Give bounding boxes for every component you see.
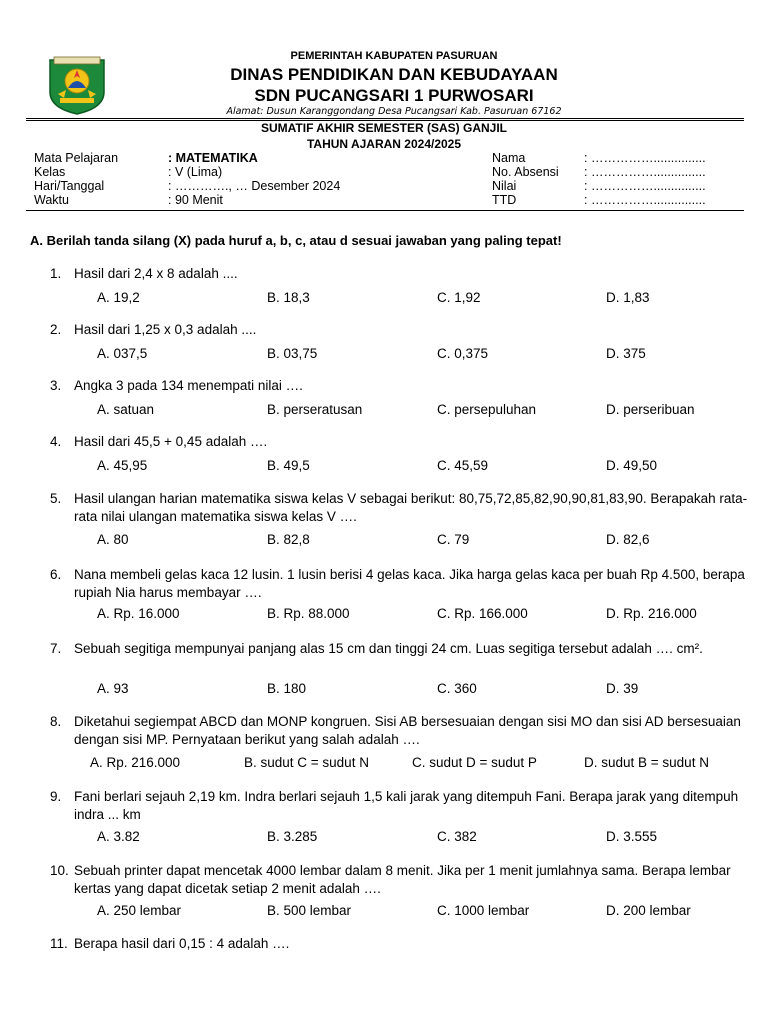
absence-number-label: No. Absensi: [492, 165, 559, 179]
question-2-option-c[interactable]: C. 0,375: [437, 346, 489, 361]
question-2-option-a[interactable]: A. 037,5: [97, 346, 148, 361]
question-number: 6.: [50, 567, 62, 582]
exam-year: TAHUN AJARAN 2024/2025: [306, 137, 462, 151]
question-text: Hasil dari 2,4 x 8 adalah ....: [74, 266, 238, 281]
question-9-option-c[interactable]: C. 382: [437, 829, 477, 844]
question-text: Diketahui segiempat ABCD dan MONP kongruen. Sisi AB bersesuaian dengan sisi MO dan sisi AD bersesuaian dengan sisi MP. Pernyataan berikut yang salah adalah ….: [74, 714, 741, 747]
question-number: 10.: [50, 863, 69, 878]
question-8-option-b[interactable]: B. sudut C = sudut N: [244, 755, 369, 770]
question-5-option-d[interactable]: D. 82,6: [606, 532, 650, 547]
question-9-option-d[interactable]: D. 3.555: [606, 829, 658, 844]
question-5-option-a[interactable]: A. 80: [97, 532, 129, 547]
question-10-option-b[interactable]: B. 500 lembar: [267, 903, 352, 918]
school-name: SDN PUCANGSARI 1 PURWOSARI: [254, 86, 534, 105]
question-10-option-c[interactable]: C. 1000 lembar: [437, 903, 530, 918]
question-5-option-c[interactable]: C. 79: [437, 532, 470, 547]
question-8-option-c[interactable]: C. sudut D = sudut P: [412, 755, 537, 770]
question-text: Hasil dari 45,5 + 0,45 adalah ….: [74, 434, 268, 449]
header-divider: [26, 118, 744, 119]
question-4-option-b[interactable]: B. 49,5: [267, 458, 310, 473]
score-label: Nilai: [492, 179, 517, 193]
question-6-option-b[interactable]: B. Rp. 88.000: [267, 606, 350, 621]
question-7-option-a[interactable]: A. 93: [97, 681, 129, 696]
question-4-option-c[interactable]: C. 45,59: [437, 458, 489, 473]
name-label: Nama: [492, 151, 526, 165]
question-3-option-c[interactable]: C. persepuluhan: [437, 402, 537, 417]
question-10-option-d[interactable]: D. 200 lembar: [606, 903, 691, 918]
question-9-option-a[interactable]: A. 3.82: [97, 829, 140, 844]
absence-number-field[interactable]: : ……………...............: [584, 165, 706, 179]
question-1-option-c[interactable]: C. 1,92: [437, 290, 481, 305]
class-label: Kelas: [34, 165, 66, 179]
subject-label: Mata Pelajaran: [34, 151, 119, 165]
government-name: PEMERINTAH KABUPATEN PASURUAN: [290, 50, 498, 62]
question-2-option-b[interactable]: B. 03,75: [267, 346, 318, 361]
question-text: Hasil ulangan harian matematika siswa kelas V sebagai berikut: 80,75,72,85,82,90,90,81,83,90. Berapakah rata-rata nilai ulangan matematika siswa kelas V ….: [74, 491, 748, 524]
question-text: Berapa hasil dari 0,15 : 4 adalah ….: [74, 936, 290, 951]
question-3-option-d[interactable]: D. perseribuan: [606, 402, 695, 417]
date-value: : …………., … Desember 2024: [168, 179, 341, 193]
question-number: 3.: [50, 378, 62, 393]
question-text: Angka 3 pada 134 menempati nilai ….: [74, 378, 303, 393]
question-10-option-a[interactable]: A. 250 lembar: [97, 903, 182, 918]
question-8-option-d[interactable]: D. sudut B = sudut N: [584, 755, 709, 770]
question-7-option-b[interactable]: B. 180: [267, 681, 307, 696]
question-7-option-d[interactable]: D. 39: [606, 681, 639, 696]
signature-field[interactable]: : ……………...............: [584, 193, 706, 207]
question-number: 1.: [50, 266, 62, 281]
section-a-instruction: A. Berilah tanda silang (X) pada huruf a, b, c, atau d sesuai jawaban yang paling tepat!: [30, 233, 562, 248]
question-text: Nana membeli gelas kaca 12 lusin. 1 lusin berisi 4 gelas kaca. Jika harga gelas kaca per buah Rp 4.500, berapa rupiah Nia harus membayar ….: [74, 567, 745, 600]
name-field[interactable]: : ……………...............: [584, 151, 706, 165]
school-address: Alamat: Dusun Karanggondang Desa Pucangsari Kab. Pasuruan 67162: [226, 106, 562, 117]
date-label: Hari/Tanggal: [34, 179, 105, 193]
question-3-option-a[interactable]: A. satuan: [97, 402, 155, 417]
exam-title: SUMATIF AKHIR SEMESTER (SAS) GANJIL: [260, 121, 507, 135]
subject-value: : MATEMATIKA: [168, 151, 258, 165]
score-field[interactable]: : ……………...............: [584, 179, 706, 193]
question-text: Sebuah segitiga mempunyai panjang alas 15 cm dan tinggi 24 cm. Luas segitiga tersebut adalah …. cm².: [74, 641, 703, 656]
question-number: 5.: [50, 491, 62, 506]
question-5-option-b[interactable]: B. 82,8: [267, 532, 310, 547]
question-number: 11.: [50, 936, 68, 951]
department-name: DINAS PENDIDIKAN DAN KEBUDAYAAN: [230, 65, 558, 84]
question-9-option-b[interactable]: B. 3.285: [267, 829, 318, 844]
question-6-option-a[interactable]: A. Rp. 16.000: [97, 606, 180, 621]
question-text: Hasil dari 1,25 x 0,3 adalah ....: [74, 322, 257, 337]
question-4-option-a[interactable]: A. 45,95: [97, 458, 148, 473]
question-number: 2.: [50, 322, 62, 337]
question-3-option-b[interactable]: B. perseratusan: [267, 402, 363, 417]
time-value: : 90 Menit: [168, 193, 223, 207]
question-number: 7.: [50, 641, 62, 656]
question-text: Sebuah printer dapat mencetak 4000 lembar dalam 8 menit. Jika per 1 menit jumlahnya sama. Berapa lembar kertas yang dapat dicetak setiap 2 menit adalah ….: [74, 863, 731, 896]
time-label: Waktu: [34, 193, 69, 207]
signature-label: TTD: [492, 193, 517, 207]
question-number: 9.: [50, 789, 62, 804]
question-1-option-d[interactable]: D. 1,83: [606, 290, 650, 305]
question-6-option-d[interactable]: D. Rp. 216.000: [606, 606, 697, 621]
question-4-option-d[interactable]: D. 49,50: [606, 458, 658, 473]
question-1-option-a[interactable]: A. 19,2: [97, 290, 140, 305]
question-7-option-c[interactable]: C. 360: [437, 681, 477, 696]
class-value: : V (Lima): [168, 165, 223, 179]
question-2-option-d[interactable]: D. 375: [606, 346, 646, 361]
question-text: Fani berlari sejauh 2,19 km. Indra berlari sejauh 1,5 kali jarak yang ditempuh Fani. Berapa jarak yang ditempuh indra ... km: [74, 789, 739, 822]
info-divider: [26, 210, 744, 211]
question-1-option-b[interactable]: B. 18,3: [267, 290, 310, 305]
question-8-option-a[interactable]: A. Rp. 216.000: [90, 755, 181, 770]
question-6-option-c[interactable]: C. Rp. 166.000: [437, 606, 528, 621]
question-number: 8.: [50, 714, 62, 729]
question-number: 4.: [50, 434, 62, 449]
